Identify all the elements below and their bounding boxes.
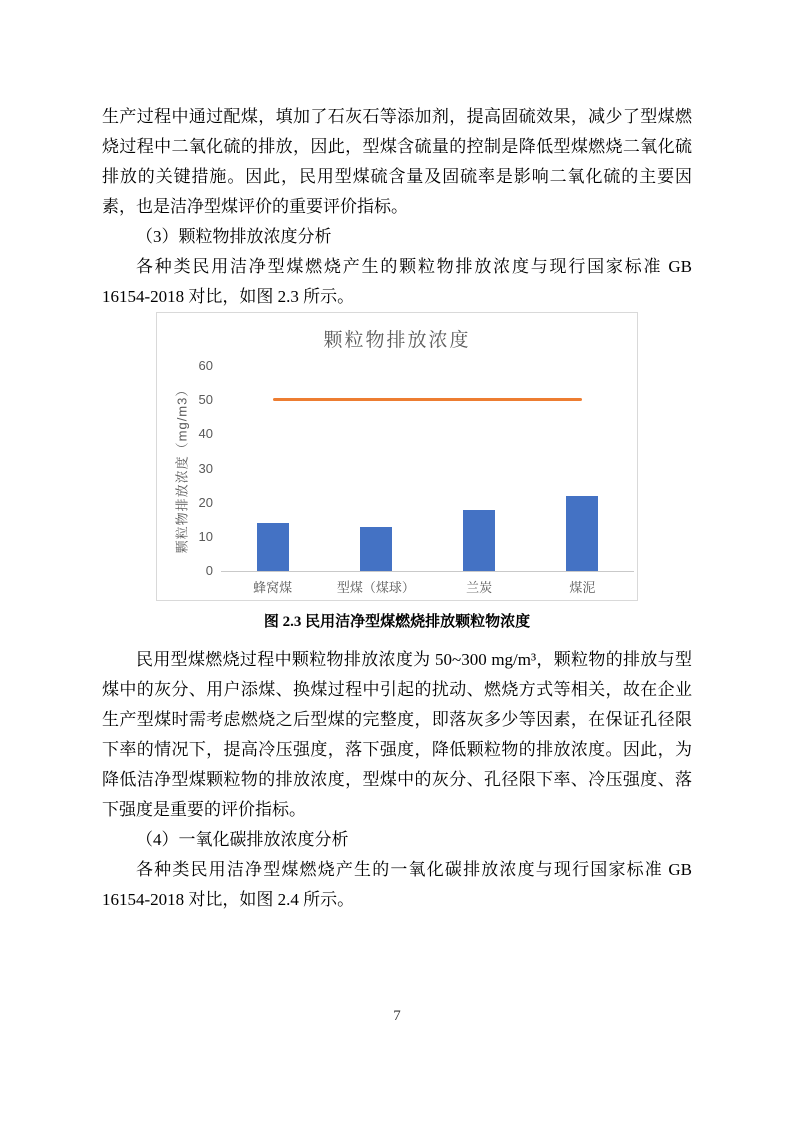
x-axis-category-label: 蜂窝煤	[253, 580, 293, 595]
y-axis-tick-label: 0	[205, 563, 213, 578]
chart-plot	[221, 366, 634, 572]
chart-bar-2	[360, 527, 392, 571]
figure-caption: 图 2.3 民用洁净型煤燃烧排放颗粒物浓度	[263, 614, 531, 630]
chart-y-axis	[157, 358, 213, 578]
x-axis-category-label: 兰炭	[466, 580, 493, 595]
heading-co-analysis: （4）一氧化碳排放浓度分析	[136, 830, 349, 849]
y-axis-tick-label: 20	[198, 494, 213, 510]
standard-limit-reference-line	[273, 398, 583, 401]
paragraph-particulate-detail: 民用型煤燃烧过程中颗粒物排放浓度为 50~300 mg/m³，颗粒物的排放与型煤中的灰分、用户添煤、换煤过程中引起的扰动、燃烧方式等相关，故在企业生产型煤时需考虑燃烧之后型煤的完整度，即落灰多少等因素，在保证孔径限下率的情况下，提高冷压强度，落下强度，降低颗粒物的排放浓度。因此，为降低洁净型煤颗粒物的排放浓度，型煤中的灰分、孔径限下率、冷压强度、落下强度是重要的评价指标。	[102, 650, 692, 819]
y-axis-tick-label: 50	[198, 392, 213, 408]
x-axis-category-label: 型煤（煤球）	[336, 580, 415, 595]
chart-bar-4	[566, 496, 598, 571]
x-axis-category-label: 煤泥	[569, 580, 596, 595]
paragraph-sulfur-control: 生产过程中通过配煤，填加了石灰石等添加剂，提高固硫效果，减少了型煤燃烧过程中二氧化硫的排放，因此，型煤含硫量的控制是降低型煤燃烧二氧化硫排放的关键措施。因此，民用型煤硫含量及固硫率是影响二氧化硫的主要因素，也是洁净型煤评价的重要评价指标。	[102, 107, 692, 216]
chart-y-axis-title: 颗粒物排放浓度（mg/m3）	[174, 382, 190, 554]
paragraph-particulate-intro: 各种类民用洁净型煤燃烧产生的颗粒物排放浓度与现行国家标准 GB 16154-2018 对比，如图 2.3 所示。	[102, 257, 692, 306]
figure-2-3-chart	[156, 312, 638, 601]
page-content	[102, 102, 692, 915]
y-axis-tick-label: 10	[198, 528, 213, 544]
page-number: 7	[393, 1008, 401, 1024]
heading-particulate-analysis: （3）颗粒物排放浓度分析	[136, 227, 332, 246]
chart-x-labels	[221, 577, 634, 597]
chart-title: 颗粒物排放浓度	[323, 330, 471, 351]
chart-bar-3	[463, 510, 495, 572]
paragraph-co-intro: 各种类民用洁净型煤燃烧产生的一氧化碳排放浓度与现行国家标准 GB 16154-2018 对比，如图 2.4 所示。	[102, 860, 692, 909]
y-axis-tick-label: 30	[198, 460, 213, 476]
y-axis-tick-label: 40	[198, 426, 213, 442]
chart-bar-1	[257, 523, 289, 571]
y-axis-tick-label: 60	[198, 358, 213, 373]
